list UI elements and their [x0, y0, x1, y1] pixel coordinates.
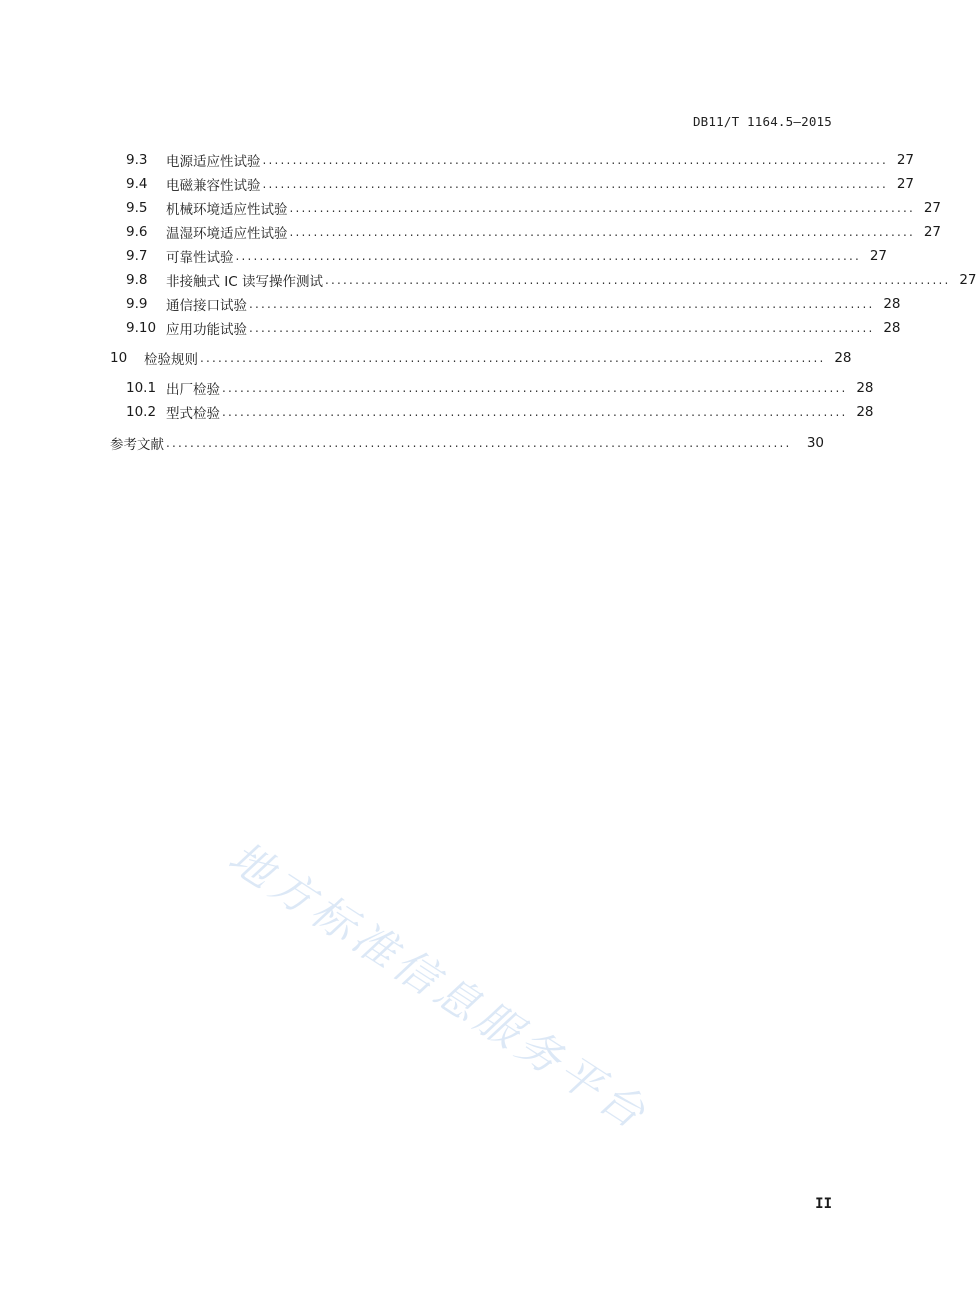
toc-entry[interactable]: [0, 270, 977, 290]
toc-entry-number: 9.7: [126, 248, 148, 264]
toc-entry-page: 28: [883, 296, 901, 312]
toc-entry-title: 通信接口试验: [166, 298, 247, 314]
toc-entry-page: 28: [834, 350, 852, 366]
toc-entry-page: 28: [856, 404, 874, 420]
toc-entry-number: 9.9: [126, 296, 148, 312]
toc-entry[interactable]: [0, 198, 942, 218]
toc-entry-title: 电源适应性试验: [166, 154, 261, 170]
toc-entry[interactable]: [0, 348, 920, 368]
toc-leader-dots: ........................................................................................................: [249, 297, 875, 311]
toc-leader-dots: ........................................................................................................: [249, 321, 875, 335]
toc-entry-title: 温湿环境适应性试验: [166, 226, 288, 242]
watermark: 地方标准信息服务平台: [219, 832, 658, 1142]
toc-leader-dots: ........................................................................................................: [289, 201, 916, 215]
toc-entry-title: 型式检验: [166, 406, 220, 422]
toc-entry-number: 10.1: [126, 380, 157, 396]
toc-entry-number: 9.6: [126, 224, 148, 240]
toc-entry[interactable]: [0, 150, 920, 170]
toc-entry-title: 机械环境适应性试验: [166, 202, 288, 218]
toc-entry-number: 9.4: [126, 176, 148, 192]
toc-entry[interactable]: [0, 294, 920, 314]
toc-leader-dots: ........................................................................................................: [262, 177, 889, 191]
toc-entry-page: 27: [959, 272, 977, 288]
toc-entry-page: 27: [869, 248, 888, 264]
toc-entry-title: 非接触式 IC 读写操作测试: [166, 274, 323, 290]
toc-entry-title: 应用功能试验: [166, 322, 247, 338]
toc-entry-page: 30: [806, 435, 824, 451]
toc-leader-dots: ........................................................................................................: [262, 153, 889, 167]
toc-entry-title: 可靠性试验: [166, 250, 234, 266]
toc-entry-number: 9.8: [126, 272, 148, 288]
toc-entry-number: 10: [110, 350, 128, 366]
toc-entry-page: 27: [923, 224, 942, 240]
toc-leader-dots: ........................................................................................................: [222, 381, 848, 395]
toc-entry-title: 检验规则: [144, 352, 198, 368]
standard-code-header: DB11/T 1164.5—2015: [692, 114, 832, 129]
toc-entry-number: 10.2: [126, 404, 157, 420]
toc-entry[interactable]: [0, 246, 920, 266]
toc-leader-dots: ........................................................................................................: [166, 436, 792, 450]
toc-entry-page: 27: [896, 152, 915, 168]
toc-entry-title: 参考文献: [110, 437, 164, 453]
toc-entry[interactable]: [0, 402, 920, 422]
toc-entry[interactable]: [0, 174, 920, 194]
toc-leader-dots: ........................................................................................................: [200, 351, 826, 365]
toc-entry-page: 28: [883, 320, 901, 336]
toc-entry[interactable]: [0, 433, 920, 453]
toc-leader-dots: ........................................................................................................: [222, 405, 848, 419]
toc-leader-dots: ........................................................................................................: [289, 225, 916, 239]
toc-entry-page: 28: [856, 380, 874, 396]
toc-entry-title: 电磁兼容性试验: [166, 178, 261, 194]
toc-entry[interactable]: [0, 318, 920, 338]
toc-entry-number: 9.5: [126, 200, 148, 216]
page-number: II: [815, 1196, 832, 1212]
toc-entry[interactable]: [0, 378, 920, 398]
toc-leader-dots: ........................................................................................................: [325, 273, 951, 287]
toc-leader-dots: ........................................................................................................: [235, 249, 862, 263]
toc-entry-page: 27: [923, 200, 942, 216]
toc-entry-title: 出厂检验: [166, 382, 220, 398]
toc-entry[interactable]: [0, 222, 942, 242]
toc-entry-page: 27: [896, 176, 915, 192]
toc-entry-number: 9.10: [126, 320, 157, 336]
toc-entry-number: 9.3: [126, 152, 148, 168]
